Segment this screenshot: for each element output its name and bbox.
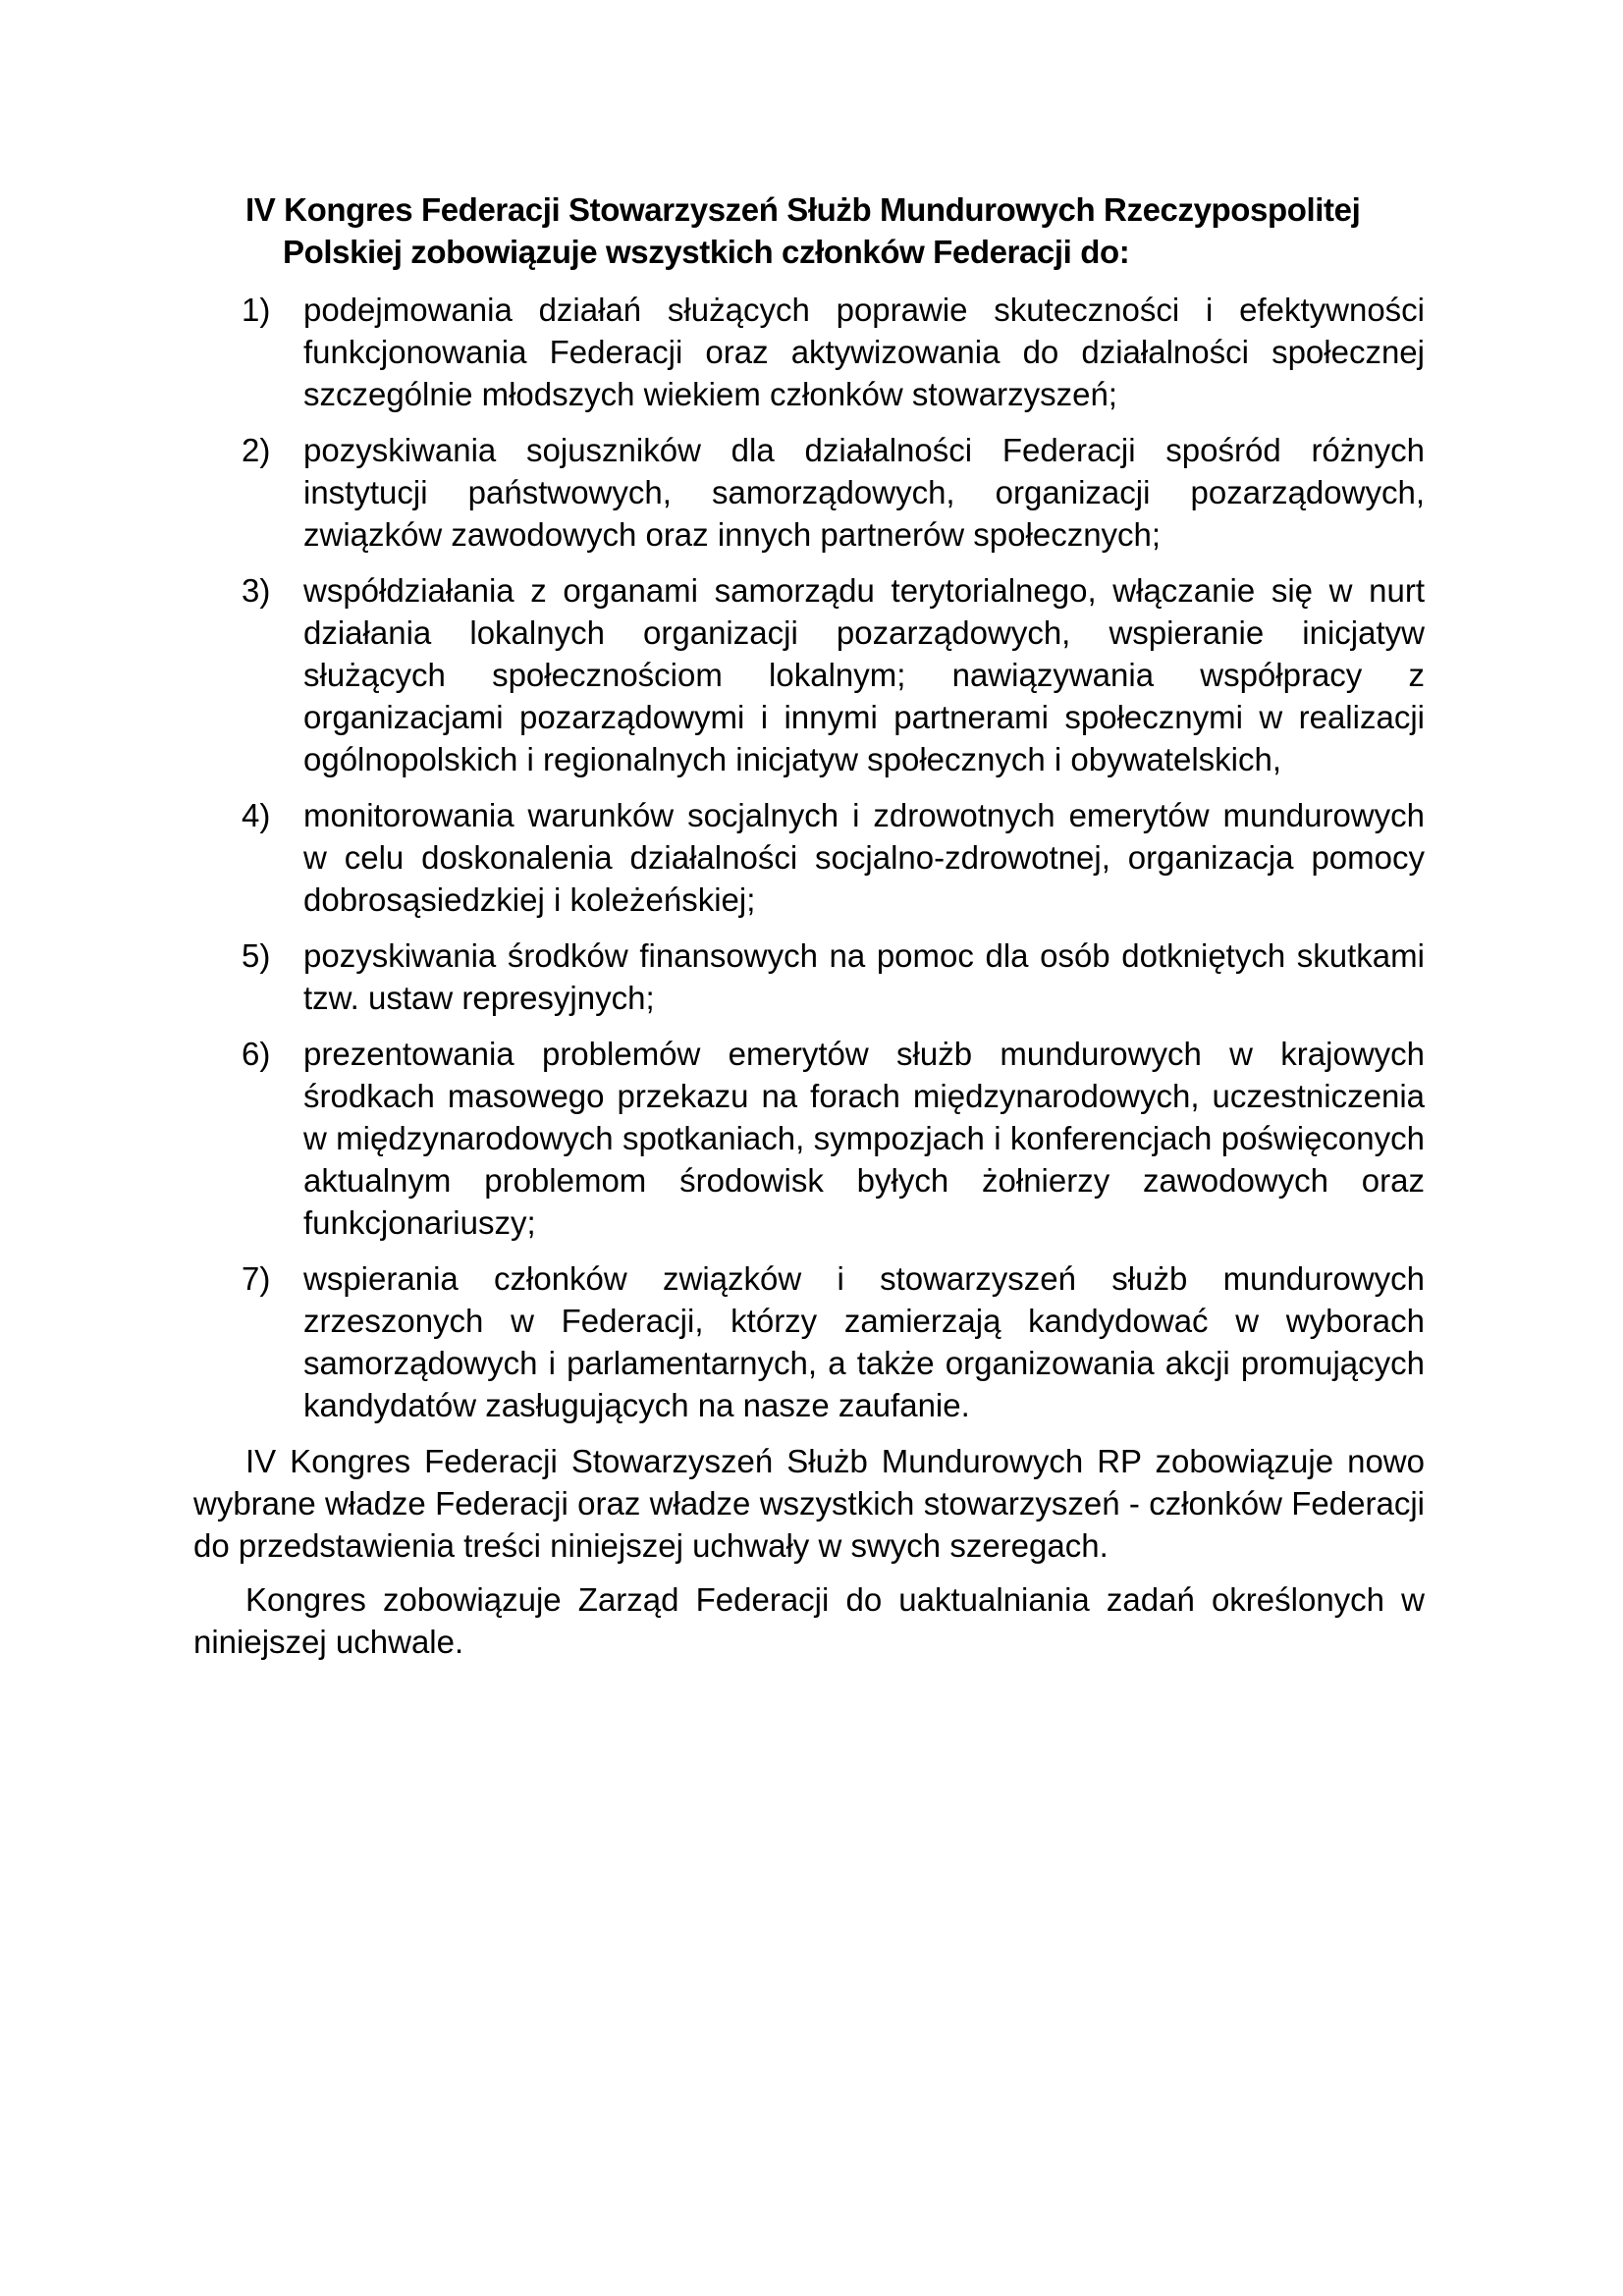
list-item-text: współdziałania z organami samorządu terytorialnego, włączanie się w nurt działania lokalnych organizacji pozarządowych, wspieranie inicjatyw służących społecznościom lokalnym; nawiązywania współpracy z organizacjami pozarządowymi i innymi partnerami społecznymi w realizacji ogólnopolskich i regionalnych inicjatyw społecznych i obywatelskich, <box>303 572 1425 777</box>
list-item-5 <box>242 934 1425 1019</box>
list-item-text: pozyskiwania sojuszników dla działalności Federacji spośród różnych instytucji państwowych, samorządowych, organizacji pozarządowych, związków zawodowych oraz innych partnerów społecznych; <box>303 432 1425 553</box>
list-item-number: 5) <box>242 937 271 974</box>
list-item-text: monitorowania warunków socjalnych i zdrowotnych emerytów mundurowych w celu doskonalenia działalności socjalno-zdrowotnej, organizacja pomocy dobrosąsiedzkiej i koleżeńskiej; <box>303 797 1425 918</box>
list-item-7 <box>242 1257 1425 1426</box>
list-item-4 <box>242 794 1425 921</box>
list-item-number: 6) <box>242 1036 271 1072</box>
title-line-2: Polskiej zobowiązuje wszystkich członków Federacji do: <box>283 234 1130 270</box>
document-title <box>245 188 1425 273</box>
list-item-number: 4) <box>242 797 271 833</box>
list-item-text: pozyskiwania środków finansowych na pomoc dla osób dotkniętych skutkami tzw. ustaw represyjnych; <box>303 937 1425 1016</box>
list-item-3 <box>242 569 1425 780</box>
numbered-list <box>193 289 1425 1426</box>
closing-paragraph-1: IV Kongres Federacji Stowarzyszeń Służb Mundurowych RP zobowiązuje nowo wybrane władze Federacji oraz władze wszystkich stowarzyszeń - członków Federacji do przedstawienia treści niniejszej uchwały w swych szeregach. <box>193 1443 1425 1564</box>
list-item-6 <box>242 1033 1425 1244</box>
list-item-number: 3) <box>242 572 271 609</box>
list-item-1 <box>242 289 1425 415</box>
list-item-number: 1) <box>242 292 271 328</box>
title-line-1: IV Kongres Federacji Stowarzyszeń Służb Mundurowych Rzeczypospolitej <box>245 191 1361 228</box>
list-item-text: podejmowania działań służących poprawie skuteczności i efektywności funkcjonowania Federacji oraz aktywizowania do działalności społecznej szczególnie młodszych wiekiem członków stowarzyszeń; <box>303 292 1425 412</box>
list-item-number: 7) <box>242 1260 271 1297</box>
list-item-text: wspierania członków związków i stowarzyszeń służb mundurowych zrzeszonych w Federacji, którzy zamierzają kandydować w wyborach samorządowych i parlamentarnych, a także organizowania akcji promujących kandydatów zasługujących na nasze zaufanie. <box>303 1260 1425 1423</box>
list-item-number: 2) <box>242 432 271 468</box>
closing-paragraph-2: Kongres zobowiązuje Zarząd Federacji do uaktualniania zadań określonych w niniejszej uchwale. <box>193 1581 1425 1660</box>
list-item-2 <box>242 429 1425 556</box>
list-item-text: prezentowania problemów emerytów służb mundurowych w krajowych środkach masowego przekazu na forach międzynarodowych, uczestniczenia w międzynarodowych spotkaniach, sympozjach i konferencjach poświęconych aktualnym problemom środowisk byłych żołnierzy zawodowych oraz funkcjonariuszy; <box>303 1036 1425 1241</box>
